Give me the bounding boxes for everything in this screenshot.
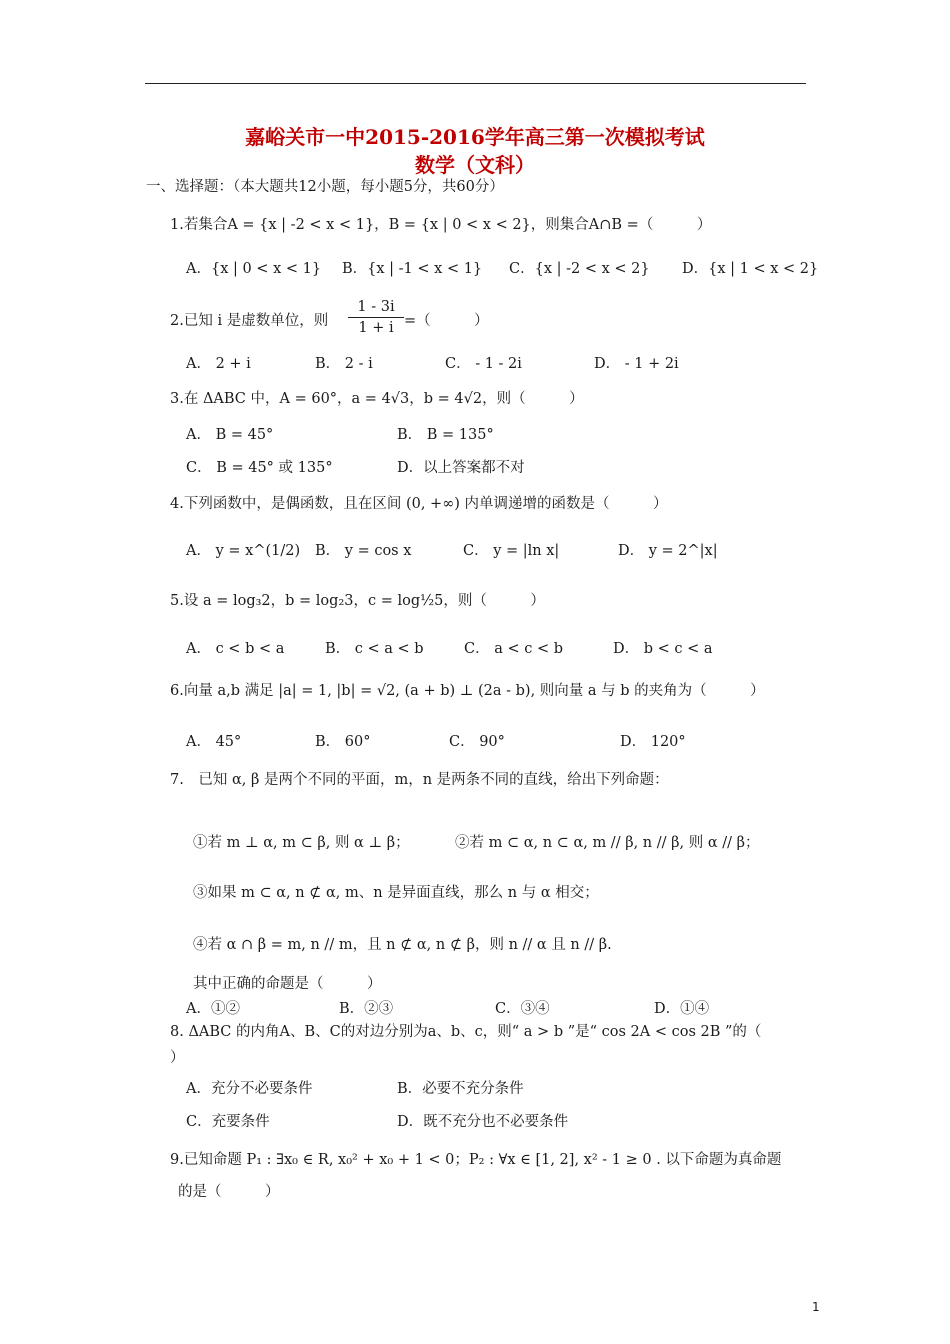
question-8-option-c: C．充要条件 xyxy=(186,1114,270,1130)
question-4-stem: 4.下列函数中，是偶函数，且在区间 (0, +∞) 内单调递增的函数是（ ） xyxy=(170,496,668,512)
question-2-option-c: C． - 1 - 2i xyxy=(445,356,522,372)
question-4-option-c: C． y = |ln x| xyxy=(463,543,560,559)
question-3-option-d: D．以上答案都不对 xyxy=(397,460,525,476)
question-4-option-d: D． y = 2^|x| xyxy=(618,543,718,559)
question-5-option-d: D． b < c < a xyxy=(613,641,713,657)
question-6-option-b: B． 60° xyxy=(315,734,371,750)
question-8-stem-cont: ） xyxy=(170,1050,185,1066)
question-3-option-a: A． B = 45° xyxy=(186,427,274,443)
question-3-stem: 3.在 ΔABC 中，A = 60°，a = 4√3，b = 4√2，则（ ） xyxy=(170,391,584,407)
question-2-option-d: D． - 1 + 2i xyxy=(594,356,679,372)
question-2-option-b: B． 2 - i xyxy=(315,356,373,372)
question-7-option-c: C．③④ xyxy=(495,1001,550,1017)
question-5-option-c: C． a < c < b xyxy=(464,641,563,657)
question-7-stem: 7. 已知 α, β 是两个不同的平面，m，n 是两条不同的直线，给出下列命题： xyxy=(170,772,669,788)
question-3-option-b: B． B = 135° xyxy=(397,427,494,443)
page-number: 1 xyxy=(812,1300,820,1314)
header-rule xyxy=(145,83,806,84)
exam-subtitle: 数学（文科） xyxy=(415,153,535,177)
question-7-option-b: B．②③ xyxy=(339,1001,394,1017)
question-6-option-c: C． 90° xyxy=(449,734,505,750)
question-7-option-d: D．①④ xyxy=(654,1001,710,1017)
question-2-denominator: 1 + i xyxy=(358,320,394,336)
question-1-option-a: A．{x | 0 < x < 1} xyxy=(186,261,322,277)
question-1-option-c: C．{x | -2 < x < 2} xyxy=(509,261,650,277)
question-4-option-a: A． y = x^(1/2) xyxy=(186,543,301,559)
question-6-stem: 6.向量 a,b 满足 |a| = 1, |b| = √2, (a + b) ⊥ (2a - b), 则向量 a 与 b 的夹角为（ ） xyxy=(170,683,765,699)
question-2-stem-post: =（ ） xyxy=(404,313,489,329)
question-7-proposition-2: ②若 m ⊂ α, n ⊂ α, m // β, n // β, 则 α // β； xyxy=(455,835,760,851)
question-5-option-a: A． c < b < a xyxy=(186,641,285,657)
question-9-stem: 9.已知命题 P₁ : ∃x₀ ∈ R, x₀² + x₀ + 1 < 0；P₂ : ∀x ∈ [1, 2], x² - 1 ≥ 0 . 以下命题为真命题 xyxy=(170,1152,782,1168)
question-5-stem: 5.设 a = log₃2，b = log₂3，c = log½5，则（ ） xyxy=(170,593,545,609)
question-6-option-a: A． 45° xyxy=(186,734,242,750)
question-2-numerator: 1 - 3i xyxy=(348,297,404,318)
question-2-option-a: A． 2 + i xyxy=(186,356,251,372)
question-7-ask: 其中正确的命题是（ ） xyxy=(193,976,382,992)
question-8-option-b: B．必要不充分条件 xyxy=(397,1081,524,1097)
question-5-option-b: B． c < a < b xyxy=(325,641,424,657)
question-2-stem-pre: 2.已知 i 是虚数单位，则 xyxy=(170,313,329,329)
question-7-proposition-1: ①若 m ⊥ α, m ⊂ β, 则 α ⊥ β； xyxy=(193,835,410,851)
question-8-stem: 8. ΔABC 的内角A、B、C的对边分别为a、b、c，则“ a > b ”是“ cos 2A < cos 2B ”的（ xyxy=(170,1024,762,1040)
question-8-option-a: A．充分不必要条件 xyxy=(186,1081,313,1097)
question-9-stem-cont: 的是（ ） xyxy=(178,1184,280,1200)
question-8-option-d: D．既不充分也不必要条件 xyxy=(397,1114,569,1130)
question-2-fraction xyxy=(348,297,404,338)
question-1-option-b: B．{x | -1 < x < 1} xyxy=(342,261,483,277)
question-7-option-a: A．①② xyxy=(186,1001,240,1017)
question-1-option-d: D．{x | 1 < x < 2} xyxy=(682,261,819,277)
exam-title: 嘉峪关市一中2015-2016学年高三第一次模拟考试 xyxy=(245,125,705,149)
question-4-option-b: B． y = cos x xyxy=(315,543,412,559)
question-1-stem: 1.若集合A = {x | -2 < x < 1}，B = {x | 0 < x < 2}，则集合A∩B =（ ） xyxy=(170,217,712,233)
section-heading: 一、选择题：（本大题共12小题，每小题5分，共60分） xyxy=(146,179,504,195)
question-6-option-d: D． 120° xyxy=(620,734,686,750)
question-3-option-c: C． B = 45° 或 135° xyxy=(186,460,333,476)
question-7-proposition-4: ④若 α ∩ β = m, n // m，且 n ⊄ α, n ⊄ β，则 n // α 且 n // β. xyxy=(193,937,612,953)
question-7-proposition-3: ③如果 m ⊂ α, n ⊄ α, m、n 是异面直线，那么 n 与 α 相交； xyxy=(193,885,599,901)
